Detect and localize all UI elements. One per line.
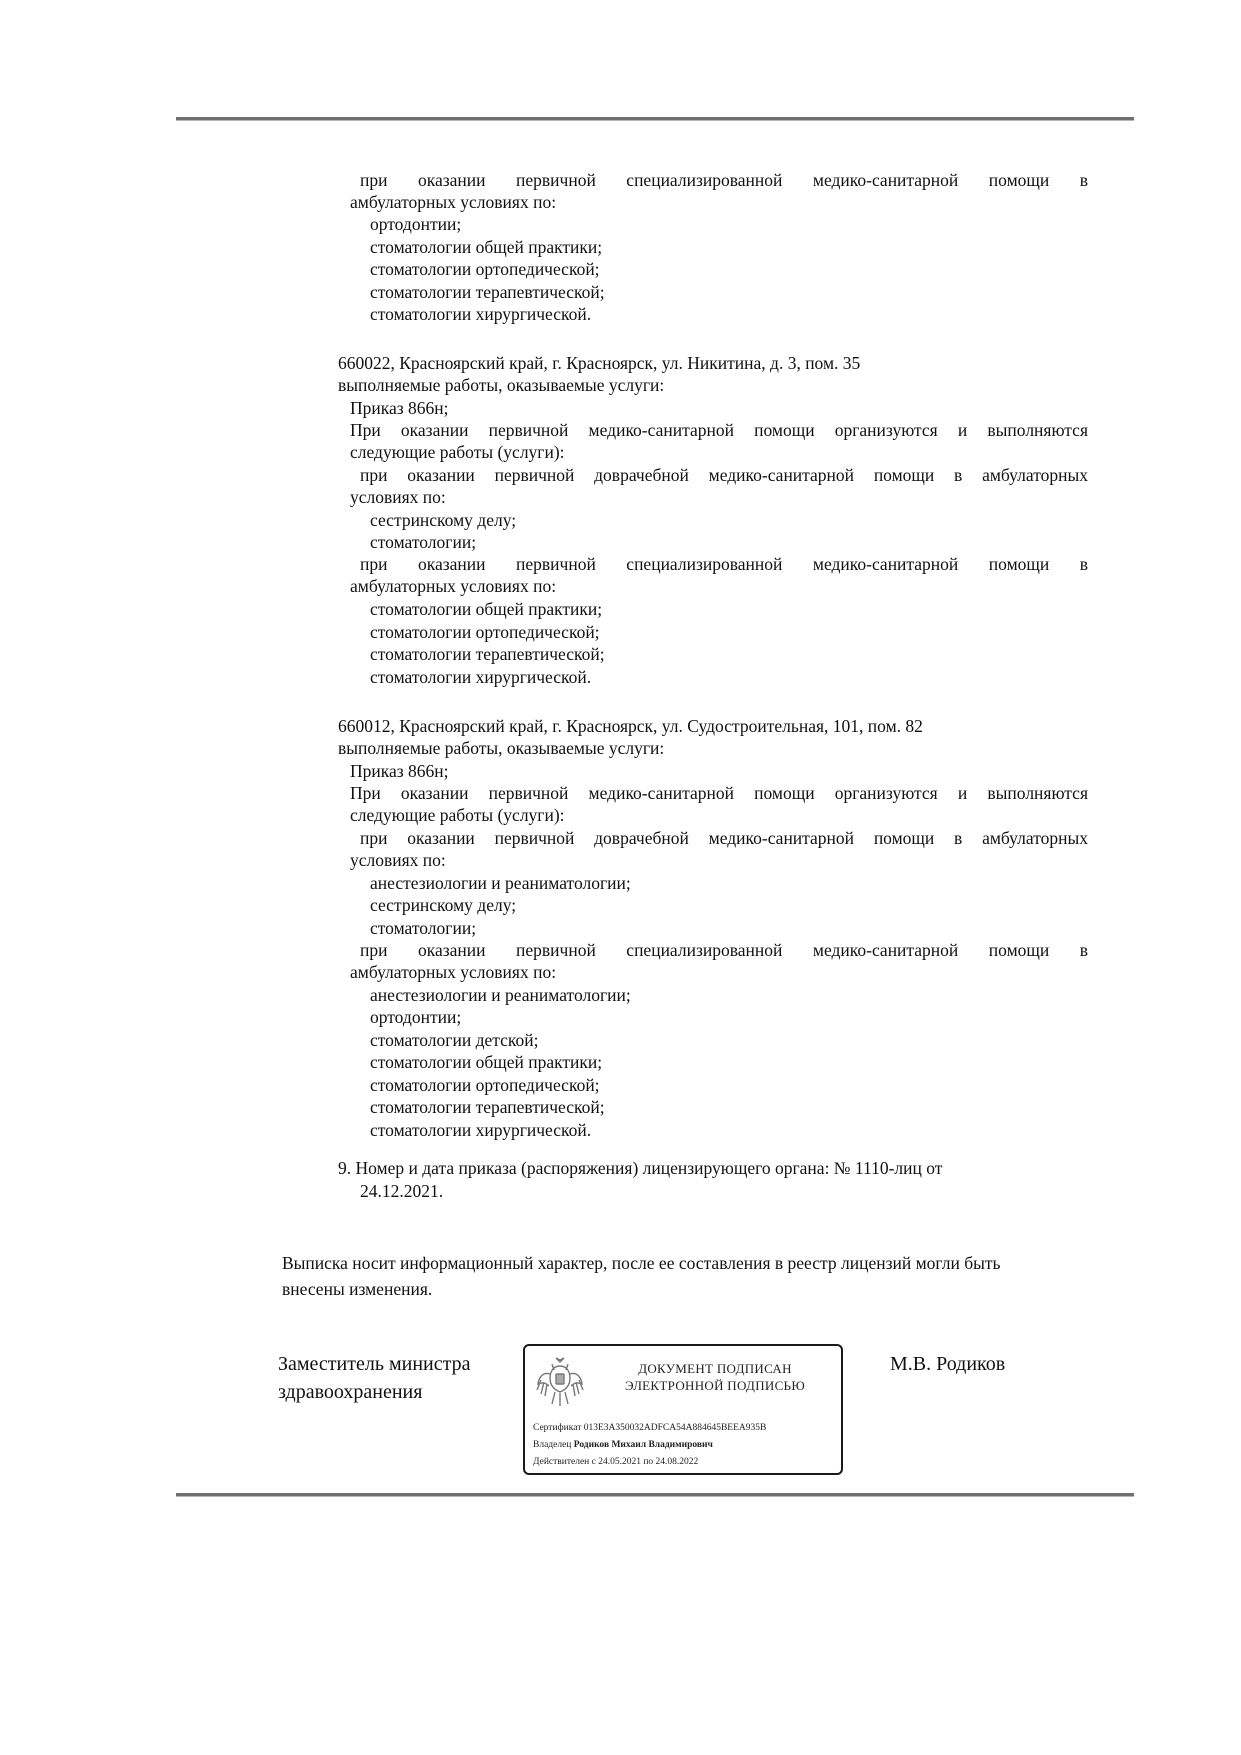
organization-line-2: следующие работы (услуги): — [350, 805, 565, 825]
list-item: ортодонтии; — [370, 1007, 462, 1027]
list-item: сестринскому делу; — [370, 510, 517, 530]
organization-line-1: При оказании первичной медико-санитарной помощи организуются и выполняются — [350, 783, 1088, 803]
pre-medical-line-2: условиях по: — [350, 487, 446, 507]
note-line-1: Выписка носит информационный характер, после ее составления в реестр лицензий могли быть — [282, 1253, 1001, 1273]
works-label: выполняемые работы, оказываемые услуги: — [338, 738, 665, 758]
spec-care-line-2: амбулаторных условиях по: — [350, 192, 557, 212]
list-item: анестезиологии и реаниматологии; — [370, 985, 631, 1005]
validity-line: Действителен с 24.05.2021 по 24.08.2022 — [533, 1457, 699, 1467]
certificate-value: 013E3A350032ADFCA54A884645BEEA935B — [583, 1423, 767, 1433]
certificate-line — [533, 1422, 766, 1434]
list-item: стоматологии хирургической. — [370, 667, 592, 687]
spec-care-line-2: амбулаторных условиях по: — [350, 962, 557, 982]
position-line-1: Заместитель министра — [278, 1353, 471, 1375]
order-number-line-1: 9. Номер и дата приказа (распоряжения) лицензирующего органа: № 1110-лиц от — [338, 1158, 943, 1178]
list-item: стоматологии терапевтической; — [370, 644, 605, 664]
pre-medical-line-1: при оказании первичной доврачебной медико-санитарной помощи в амбулаторных — [360, 828, 1088, 848]
informational-note — [282, 1250, 1000, 1302]
list-item: стоматологии терапевтической; — [370, 1097, 605, 1117]
spec-care-line-1: при оказании первичной специализированной медико-санитарной помощи в — [360, 554, 1088, 574]
certificate-label: Сертификат — [533, 1423, 582, 1433]
stamp-heading — [595, 1360, 835, 1394]
works-label: выполняемые работы, оказываемые услуги: — [338, 375, 665, 395]
stamp-heading-line-1: ДОКУМЕНТ ПОДПИСАН — [638, 1361, 792, 1376]
owner-line — [533, 1439, 713, 1451]
list-item: стоматологии общей практики; — [370, 237, 603, 257]
coat-of-arms-icon — [535, 1356, 585, 1412]
order-label: Приказ 866н; — [350, 761, 449, 781]
note-line-2: внесены изменения. — [282, 1279, 433, 1299]
list-item: анестезиологии и реаниматологии; — [370, 873, 631, 893]
signatory-name: М.В. Родиков — [890, 1353, 1006, 1375]
spec-care-line-2: амбулаторных условиях по: — [350, 576, 557, 596]
list-item: стоматологии общей практики; — [370, 1052, 603, 1072]
bottom-divider — [176, 1493, 1134, 1497]
pre-medical-line-1: при оказании первичной доврачебной медико-санитарной помощи в амбулаторных — [360, 465, 1088, 485]
list-item: сестринскому делу; — [370, 895, 517, 915]
top-divider — [176, 117, 1134, 121]
address: 660012, Красноярский край, г. Красноярск, ул. Судостроительная, 101, пом. 82 — [338, 716, 923, 736]
list-item: стоматологии детской; — [370, 1030, 539, 1050]
list-item: стоматологии хирургической. — [370, 1120, 592, 1140]
spec-care-line-1: при оказании первичной специализированной медико-санитарной помощи в — [360, 170, 1088, 190]
owner-value: Родиков Михаил Владимирович — [573, 1440, 713, 1450]
electronic-signature-stamp — [523, 1344, 843, 1475]
owner-label: Владелец — [533, 1440, 572, 1450]
list-item: стоматологии; — [370, 918, 477, 938]
list-item: стоматологии ортопедической; — [370, 1075, 600, 1095]
list-item: стоматологии хирургической. — [370, 304, 592, 324]
order-label: Приказ 866н; — [350, 398, 449, 418]
signatory-position — [278, 1350, 470, 1406]
organization-line-2: следующие работы (услуги): — [350, 442, 565, 462]
list-item: стоматологии ортопедической; — [370, 622, 600, 642]
address: 660022, Красноярский край, г. Красноярск, ул. Никитина, д. 3, пом. 35 — [338, 353, 861, 373]
list-item: стоматологии терапевтической; — [370, 282, 605, 302]
order-number-line-2: 24.12.2021. — [360, 1181, 444, 1201]
list-item: ортодонтии; — [370, 214, 462, 234]
pre-medical-line-2: условиях по: — [350, 850, 446, 870]
list-item: стоматологии общей практики; — [370, 599, 603, 619]
list-item: стоматологии ортопедической; — [370, 259, 600, 279]
spec-care-line-1: при оказании первичной специализированной медико-санитарной помощи в — [360, 940, 1088, 960]
position-line-2: здравоохранения — [278, 1381, 423, 1403]
organization-line-1: При оказании первичной медико-санитарной помощи организуются и выполняются — [350, 420, 1088, 440]
list-item: стоматологии; — [370, 532, 477, 552]
stamp-heading-line-2: ЭЛЕКТРОННОЙ ПОДПИСЬЮ — [625, 1378, 805, 1393]
